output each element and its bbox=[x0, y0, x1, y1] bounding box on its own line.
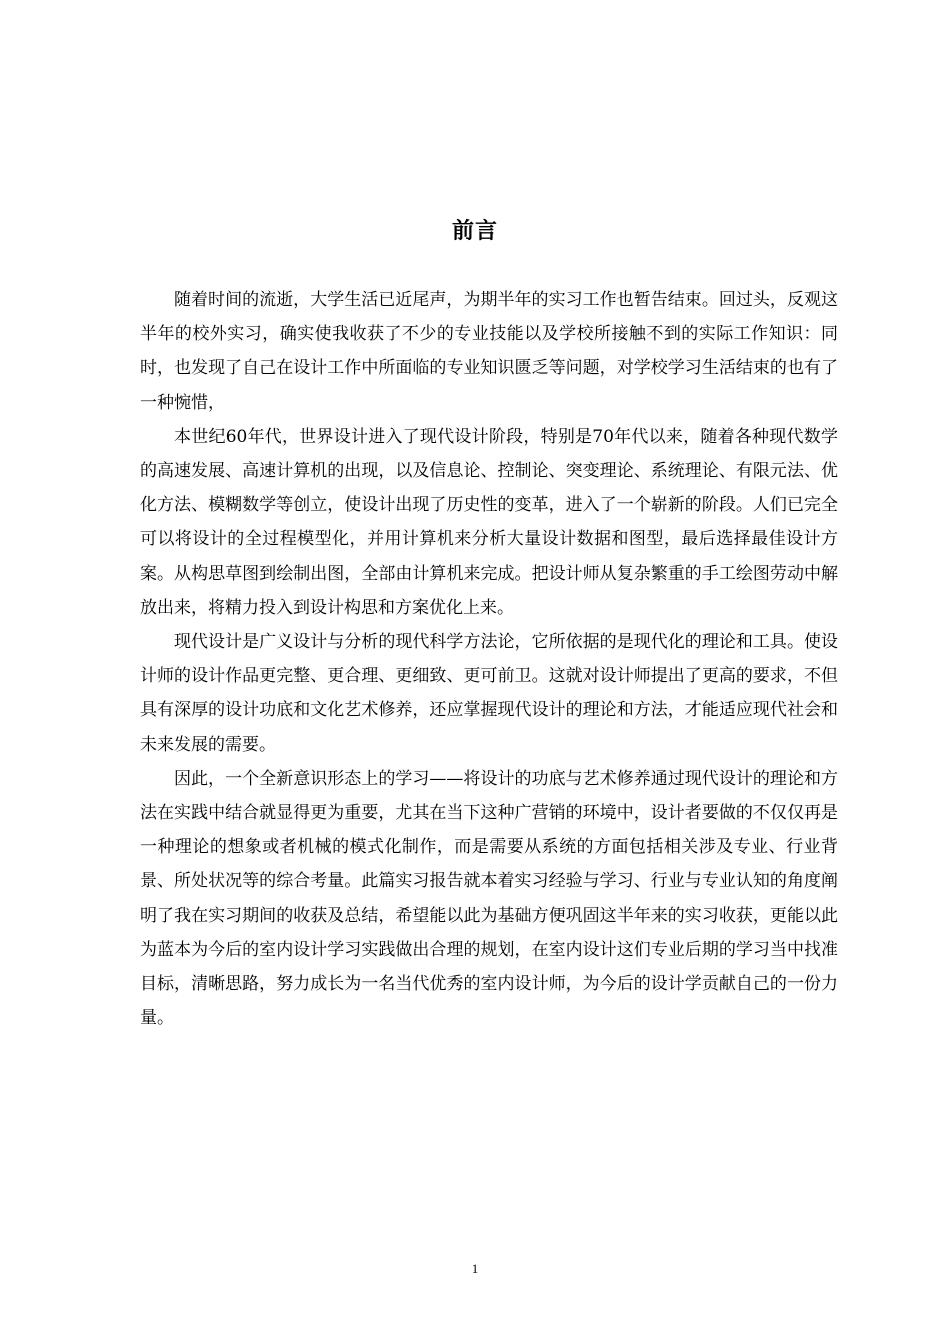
paragraph-3: 现代设计是广义设计与分析的现代科学方法论，它所依据的是现代化的理论和工具。使设计师的设计作品更完整、更合理、更细致、更可前卫。这就对设计师提出了更高的要求，不但具有深厚的设计功底和文化艺术修养，还应掌握现代设计的理论和方法，才能适应现代社会和未来发展的需要。 bbox=[140, 632, 838, 755]
page-title: 前言 bbox=[451, 219, 498, 244]
body-text bbox=[140, 283, 838, 1035]
paragraph-1: 随着时间的流逝，大学生活已近尾声，为期半年的实习工作也暂告结束。回过头，反观这半年的校外实习，确实使我收获了不少的专业技能以及学校所接触不到的实际工作知识：同时，也发现了自己在设计工作中所面临的专业知识匮乏等问题，对学校学习生活结束的也有了一种惋惜， bbox=[140, 290, 838, 413]
paragraph-4: 因此，一个全新意识形态上的学习——将设计的功底与艺术修养通过现代设计的理论和方法在实践中结合就显得更为重要，尤其在当下这种广营销的环境中，设计者要做的不仅仅再是一种理论的想象或者机械的模式化制作，而是需要从系统的方面包括相关涉及专业、行业背景、所处状况等的综合考量。此篇实习报告就本着实习经验与学习、行业与专业认知的角度阐明了我在实习期间的收获及总结，希望能以此为基础方便巩固这半年来的实习收获，更能以此为蓝本为今后的室内设计学习实践做出合理的规划，在室内设计这们专业后期的学习当中找准目标，清晰思路，努力成长为一名当代优秀的室内设计师，为今后的设计学贡献自己的一份力量。 bbox=[140, 768, 838, 1029]
page-number: 1 bbox=[471, 1261, 479, 1276]
paragraph-2: 本世纪60年代，世界设计进入了现代设计阶段，特别是70年代以来，随着各种现代数学的高速发展、高速计算机的出现，以及信息论、控制论、突变理论、系统理论、有限元法、优化方法、模糊数学等创立，使设计出现了历史性的变革，进入了一个崭新的阶段。人们已完全可以将设计的全过程模型化，并用计算机来分析大量设计数据和图型，最后选择最佳设计方案。从构思草图到绘制出图，全部由计算机来完成。把设计师从复杂繁重的手工绘图劳动中解放出来，将精力投入到设计构思和方案优化上来。 bbox=[140, 426, 838, 618]
